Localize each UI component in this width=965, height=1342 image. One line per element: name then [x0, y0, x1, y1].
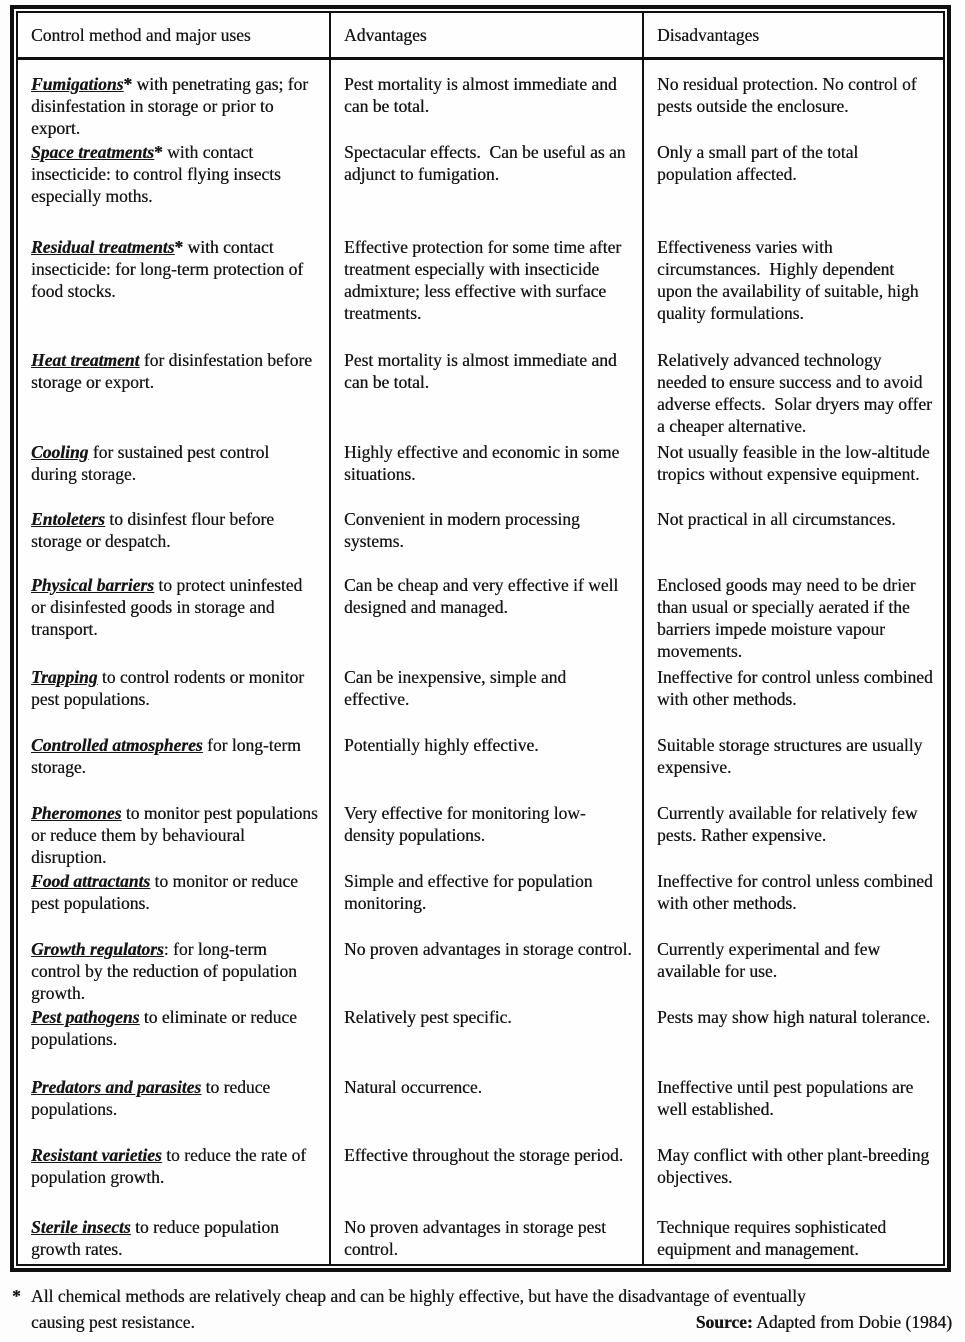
advantage-cell: Can be cheap and very effective if well designed and managed.: [331, 574, 644, 666]
table-row: [18, 236, 943, 349]
table-row: [18, 1006, 943, 1076]
table-row: [18, 802, 943, 870]
table-body: [18, 60, 943, 1264]
source-label: Source:: [695, 1312, 753, 1332]
disadvantage-cell: Ineffective for control unless combined with other methods.: [657, 667, 938, 709]
footnote-line1: [12, 1283, 952, 1309]
method-cell: Pest pathogens to eliminate or reduce populations.: [18, 1006, 331, 1076]
header-cell-disadvantages: Disadvantages: [657, 25, 760, 45]
method-cell: Fumigations* with penetrating gas; for disinfestation in storage or prior to export.: [18, 60, 331, 141]
table-row: [18, 60, 943, 141]
table-row: [18, 938, 943, 1006]
disadvantage-cell: Suitable storage structures are usually expensive.: [657, 735, 927, 777]
method-asterisk: *: [153, 142, 163, 162]
advantage-cell: Natural occurrence.: [331, 1076, 644, 1144]
table-header-row: [18, 13, 943, 60]
method-name: Controlled atmospheres: [31, 735, 203, 755]
method-cell: Space treatments* with contact insecticide: to control flying insects especially moths.: [18, 141, 331, 236]
method-name: Heat treatment: [31, 350, 140, 370]
advantage-cell: Relatively pest specific.: [331, 1006, 644, 1076]
disadvantage-cell: May conflict with other plant-breeding objectives.: [657, 1145, 934, 1187]
table-row: [18, 666, 943, 734]
advantage-cell: Simple and effective for population monitoring.: [331, 870, 644, 938]
method-cell: Physical barriers to protect uninfested or disinfested goods in storage and transport.: [18, 574, 331, 666]
method-cell: Controlled atmospheres for long-term storage.: [18, 734, 331, 802]
method-name: Pheromones: [31, 803, 122, 823]
method-cell: Resistant varieties to reduce the rate of population growth.: [18, 1144, 331, 1216]
method-cell: Growth regulators: for long-term control by the reduction of population growth.: [18, 938, 331, 1006]
disadvantage-cell: Currently experimental and few available for use.: [657, 939, 885, 981]
method-name: Space treatments: [31, 142, 154, 162]
disadvantage-cell: Relatively advanced technology needed to ensure success and to avoid adverse effects. Solar dryers may offer a cheaper alternative.: [657, 350, 937, 436]
table-row: [18, 870, 943, 938]
advantage-cell: No proven advantages in storage control.: [331, 938, 644, 1006]
table-row: [18, 734, 943, 802]
table-row: [18, 574, 943, 666]
method-cell: Entoleters to disinfest flour before storage or despatch.: [18, 508, 331, 574]
method-name: Pest pathogens: [31, 1007, 140, 1027]
method-asterisk: *: [123, 74, 133, 94]
disadvantage-cell: Pests may show high natural tolerance.: [657, 1007, 931, 1027]
footnote-asterisk-marker: *: [12, 1286, 21, 1306]
header-cell-advantages: Advantages: [331, 13, 644, 57]
table-row: [18, 1076, 943, 1144]
source-text: Adapted from Dobie (1984): [752, 1312, 952, 1332]
advantage-cell: Pest mortality is almost immediate and can be total.: [331, 349, 644, 441]
advantage-cell: Effective protection for some time after treatment especially with insecticide admixture; less effective with surface treatments.: [331, 236, 644, 349]
method-name: Cooling: [31, 442, 89, 462]
method-cell: Residual treatments* with contact insecticide: for long-term protection of food stocks.: [18, 236, 331, 349]
method-name: Fumigations: [31, 74, 124, 94]
advantage-cell: Highly effective and economic in some situations.: [331, 441, 644, 508]
table-row: [18, 508, 943, 574]
table-row: [18, 1144, 943, 1216]
advantage-cell: Effective throughout the storage period.: [331, 1144, 644, 1216]
table-row: [18, 1216, 943, 1264]
table-inner-frame: [16, 11, 945, 1266]
method-cell: Sterile insects to reduce population growth rates.: [18, 1216, 331, 1264]
advantage-cell: Can be inexpensive, simple and effective.: [331, 666, 644, 734]
table-row: [18, 141, 943, 236]
disadvantage-cell: Effectiveness varies with circumstances. Highly dependent upon the availability of suitable, high quality formulations.: [657, 237, 923, 323]
method-name: Trapping: [31, 667, 98, 687]
advantage-cell: Potentially highly effective.: [331, 734, 644, 802]
method-name: Food attractants: [31, 871, 151, 891]
method-cell: Cooling for sustained pest control during storage.: [18, 441, 331, 508]
header-cell-control-method: Control method and major uses: [18, 13, 331, 57]
disadvantage-cell: Not practical in all circumstances.: [657, 509, 896, 529]
table-row: [18, 349, 943, 441]
footnote-line2: [12, 1309, 952, 1335]
method-name: Entoleters: [31, 509, 105, 529]
method-name: Physical barriers: [31, 575, 154, 595]
method-cell: Heat treatment for disinfestation before storage or export.: [18, 349, 331, 441]
advantage-cell: Convenient in modern processing systems.: [331, 508, 644, 574]
method-cell: Pheromones to monitor pest populations or reduce them by behavioural disruption.: [18, 802, 331, 870]
method-cell: Food attractants to monitor or reduce pest populations.: [18, 870, 331, 938]
disadvantage-cell: Enclosed goods may need to be drier than usual or specially aerated if the barriers impede moisture vapour movements.: [657, 575, 920, 661]
footnote-text-continued: causing pest resistance.: [31, 1312, 195, 1332]
method-name: Residual treatments: [31, 237, 175, 257]
advantage-cell: Very effective for monitoring low-density populations.: [331, 802, 644, 870]
method-name: Sterile insects: [31, 1217, 131, 1237]
disadvantage-cell: No residual protection. No control of pests outside the enclosure.: [657, 74, 921, 116]
disadvantage-cell: Not usually feasible in the low-altitude tropics without expensive equipment.: [657, 442, 935, 484]
disadvantage-cell: Technique requires sophisticated equipment and management.: [657, 1217, 891, 1259]
advantage-cell: Spectacular effects. Can be useful as an adjunct to fumigation.: [331, 141, 644, 236]
disadvantage-cell: Ineffective until pest populations are well established.: [657, 1077, 918, 1119]
method-asterisk: *: [174, 237, 184, 257]
source-credit: [696, 1309, 952, 1335]
method-cell: Predators and parasites to reduce populations.: [18, 1076, 331, 1144]
footnote-text: All chemical methods are relatively cheap and can be highly effective, but have the disadvantage of eventually: [31, 1286, 806, 1306]
advantage-cell: Pest mortality is almost immediate and can be total.: [331, 60, 644, 141]
method-name: Resistant varieties: [31, 1145, 162, 1165]
method-name: Predators and parasites: [31, 1077, 202, 1097]
advantage-cell: No proven advantages in storage pest control.: [331, 1216, 644, 1264]
control-methods-table: [10, 5, 951, 1272]
disadvantage-cell: Ineffective for control unless combined with other methods.: [657, 871, 938, 913]
disadvantage-cell: Only a small part of the total population affected.: [657, 142, 863, 184]
method-name: Growth regulators: [31, 939, 164, 959]
footnote: [12, 1283, 952, 1335]
table-row: [18, 441, 943, 508]
method-cell: Trapping to control rodents or monitor pest populations.: [18, 666, 331, 734]
disadvantage-cell: Currently available for relatively few pests. Rather expensive.: [657, 803, 922, 845]
